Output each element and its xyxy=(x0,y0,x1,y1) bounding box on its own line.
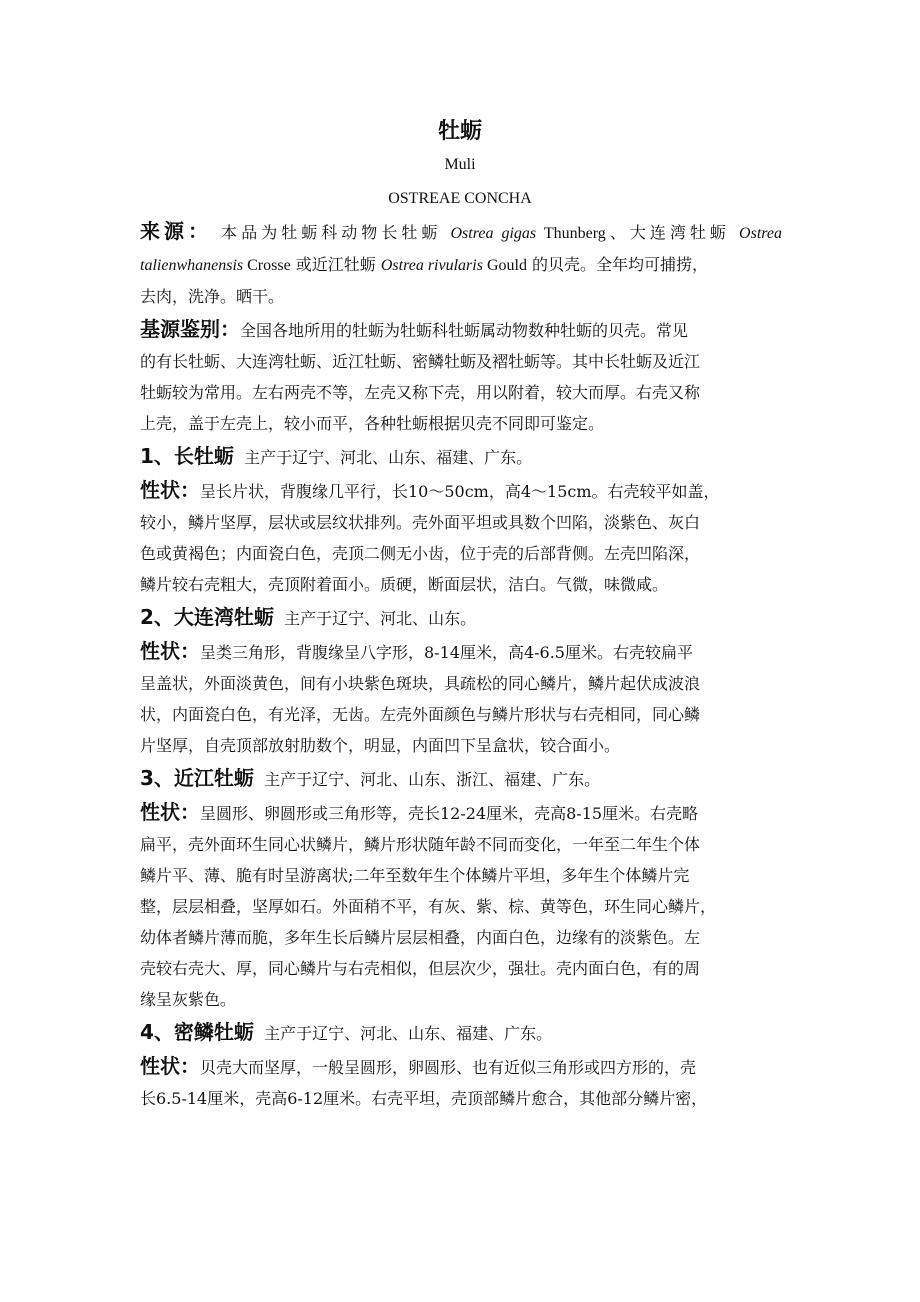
trait-line: 贝壳大而坚厚，一般呈圆形，卵圆形、也有近似三角形或四方形的，壳 xyxy=(200,1058,697,1077)
section-origin: 主产于辽宁、河北、山东、浙江、福建、广东。 xyxy=(264,770,601,789)
section-traits-3 xyxy=(140,797,782,1015)
section-traits-4 xyxy=(140,1051,782,1114)
species-name-talienwhanensis: talienwhanensis xyxy=(140,257,244,274)
source-label: 来源： xyxy=(140,219,213,243)
trait-line: 长6.5-14厘米，壳高6-12厘米。右壳平坦，壳顶部鳞片愈合，其他部分鳞片密， xyxy=(140,1089,708,1108)
identification-line: 的有长牡蛎、大连湾牡蛎、近江牡蛎、密鳞牡蛎及褶牡蛎等。其中长牡蛎及近江 xyxy=(140,352,701,371)
trait-line: 色或黄褐色；内面瓷白色，壳顶二侧无小齿，位于壳的后部背侧。左壳凹陷深， xyxy=(140,544,701,563)
section-traits-2 xyxy=(140,636,782,761)
section-title: 4、密鳞牡蛎 xyxy=(140,1020,254,1044)
section-title: 1、长牡蛎 xyxy=(140,444,234,468)
trait-line: 壳较右壳大、厚，同心鳞片与右壳相似，但层次少，强壮。壳内面白色，有的周 xyxy=(140,959,701,978)
identification-line: 牡蛎较为常用。左右两壳不等，左壳又称下壳，用以附着，较大而厚。右壳又称 xyxy=(140,383,701,402)
section-heading-2 xyxy=(140,602,782,634)
source-paragraph xyxy=(140,216,782,312)
section-heading-1 xyxy=(140,441,782,473)
species-name-gigas: Ostrea gigas xyxy=(450,225,537,242)
section-origin: 主产于辽宁、河北、山东、福建、广东。 xyxy=(264,1024,553,1043)
trait-label: 性状： xyxy=(140,478,200,502)
source-text-5: 去肉，洗净。晒干。 xyxy=(140,287,285,306)
source-text-3: 或近江牡蛎 xyxy=(290,255,381,274)
trait-line: 鳞片较右壳粗大，壳顶附着面小。质硬，断面层状，洁白。气微，味微咸。 xyxy=(140,575,669,594)
section-title: 3、近江牡蛎 xyxy=(140,766,254,790)
source-text-2: 、大连湾牡蛎 xyxy=(605,223,740,242)
identification-paragraph xyxy=(140,314,782,439)
author-crosse: Crosse xyxy=(243,257,291,274)
section-heading-4 xyxy=(140,1017,782,1049)
section-origin: 主产于辽宁、河北、山东、福建、广东。 xyxy=(244,448,533,467)
pinyin-name: Muli xyxy=(444,156,476,173)
trait-line: 呈长片状，背腹缘几平行，长10～50cm，高4～15cm。右壳较平如盖， xyxy=(200,482,720,501)
latin-name: OSTREAE CONCHA xyxy=(388,190,532,207)
trait-line: 幼体者鳞片薄而脆，多年生长后鳞片层层相叠，内面白色，边缘有的淡紫色。左 xyxy=(140,928,701,947)
page-title: 牡蛎 xyxy=(437,119,482,144)
author-thunberg: Thunberg xyxy=(536,225,606,242)
section-heading-3 xyxy=(140,763,782,795)
trait-line: 呈盖状，外面淡黄色，间有小块紫色斑块，具疏松的同心鳞片，鳞片起伏成波浪 xyxy=(140,674,701,693)
identification-line: 全国各地所用的牡蛎为牡蛎科牡蛎属动物数种牡蛎的贝壳。常见 xyxy=(240,321,689,340)
document-body xyxy=(140,216,782,1116)
trait-line: 整，层层相叠，坚厚如石。外面稍不平，有灰、紫、棕、黄等色，环生同心鳞片， xyxy=(140,897,717,916)
source-text-1: 本品为牡蛎科动物长牡蛎 xyxy=(221,223,451,242)
trait-label: 性状： xyxy=(140,1054,200,1078)
source-text-4: 的贝壳。全年均可捕捞， xyxy=(526,255,709,274)
trait-line: 呈圆形、卵圆形或三角形等，壳长12-24厘米，壳高8-15厘米。右壳略 xyxy=(200,804,699,823)
trait-line: 较小，鳞片坚厚，层状或层纹状排列。壳外面平坦或具数个凹陷，淡紫色、灰白 xyxy=(140,513,701,532)
section-origin: 主产于辽宁、河北、山东。 xyxy=(284,609,477,628)
section-traits-1 xyxy=(140,475,782,600)
trait-line: 片坚厚，自壳顶部放射肋数个，明显，内面凹下呈盒状，铰合面小。 xyxy=(140,736,621,755)
trait-line: 缘呈灰紫色。 xyxy=(140,990,237,1009)
trait-line: 呈类三角形，背腹缘呈八字形，8-14厘米，高4-6.5厘米。右壳较扁平 xyxy=(200,643,693,662)
trait-label: 性状： xyxy=(140,800,200,824)
trait-line: 状，内面瓷白色，有光泽，无齿。左壳外面颜色与鳞片形状与右壳相同，同心鳞 xyxy=(140,705,701,724)
section-title: 2、大连湾牡蛎 xyxy=(140,605,274,629)
identification-label: 基源鉴别： xyxy=(140,317,240,341)
trait-line: 扁平，壳外面环生同心状鳞片，鳞片形状随年龄不同而变化，一年至二年生个体 xyxy=(140,835,701,854)
species-genus-ostrea: Ostrea xyxy=(739,225,783,242)
author-gould: Gould xyxy=(482,257,527,274)
trait-label: 性状： xyxy=(140,639,200,663)
species-name-rivularis: Ostrea rivularis xyxy=(380,257,483,274)
trait-line: 鳞片平、薄、脆有时呈游离状;二年至数年生个体鳞片平坦，多年生个体鳞片完 xyxy=(140,866,690,885)
identification-line: 上壳，盖于左壳上，较小而平，各种牡蛎根据贝壳不同即可鉴定。 xyxy=(140,414,605,433)
